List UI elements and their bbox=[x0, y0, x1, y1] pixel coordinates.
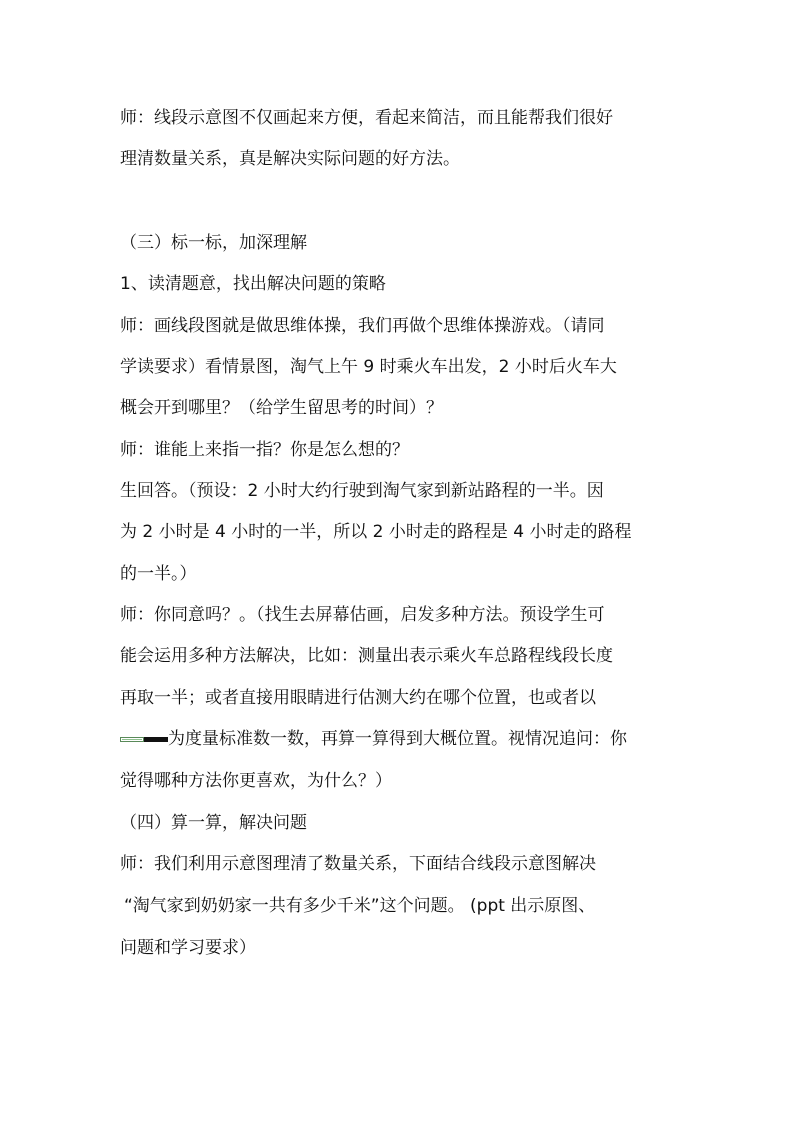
paragraph-line: 的一半。） bbox=[120, 564, 197, 584]
light-segment-fill bbox=[122, 739, 142, 740]
paragraph-line: 能会运用多种方法解决，比如：测量出表示乘火车总路程线段长度 bbox=[120, 646, 613, 666]
line-segment-unit-figure bbox=[120, 735, 168, 744]
paragraph-line-text: 为度量标准数一数，再算一算得到大概位置。视情况追问：你 bbox=[168, 729, 627, 749]
paragraph-line-with-figure bbox=[120, 728, 720, 750]
paragraph-line: 师：线段示意图不仅画起来方便，看起来简洁，而且能帮我们很好 bbox=[120, 108, 613, 128]
paragraph-line: 师：谁能上来指一指？你是怎么想的？ bbox=[120, 440, 409, 460]
paragraph-line: 生回答。（预设：2 小时大约行驶到淘气家到新站路程的一半。因 bbox=[120, 481, 604, 501]
paragraph-line: 师：画线段图就是做思维体操，我们再做个思维体操游戏。（请同 bbox=[120, 316, 605, 336]
paragraph-line: 理清数量关系，真是解决实际问题的好方法。 bbox=[120, 149, 460, 169]
paragraph-line: 为 2 小时是 4 小时的一半，所以 2 小时走的路程是 4 小时走的路程 bbox=[120, 522, 632, 542]
paragraph-line: 概会开到哪里？（给学生留思考的时间）？ bbox=[120, 398, 443, 418]
section-heading: （四）算一算，解决问题 bbox=[120, 813, 307, 833]
subsection-heading: 1、读清题意，找出解决问题的策略 bbox=[120, 274, 386, 294]
paragraph-line: 觉得哪种方法你更喜欢，为什么？） bbox=[120, 771, 392, 791]
paragraph-line: 问题和学习要求） bbox=[120, 938, 256, 958]
paragraph-line: 学读要求）看情景图，淘气上午 9 时乘火车出发，2 小时后火车大 bbox=[120, 357, 617, 377]
dark-segment bbox=[144, 737, 168, 742]
paragraph-line: “淘气家到奶奶家一共有多少千米”这个问题。 (ppt 出示原图、 bbox=[124, 896, 596, 916]
paragraph-line: 师：你同意吗？。（找生去屏幕估画，启发多种方法。预设学生可 bbox=[120, 605, 605, 625]
section-heading: （三）标一标，加深理解 bbox=[120, 233, 307, 253]
paragraph-line: 师：我们利用示意图理清了数量关系，下面结合线段示意图解决 bbox=[120, 854, 596, 874]
paragraph-line: 再取一半；或者直接用眼睛进行估测大约在哪个位置，也或者以 bbox=[120, 688, 596, 708]
